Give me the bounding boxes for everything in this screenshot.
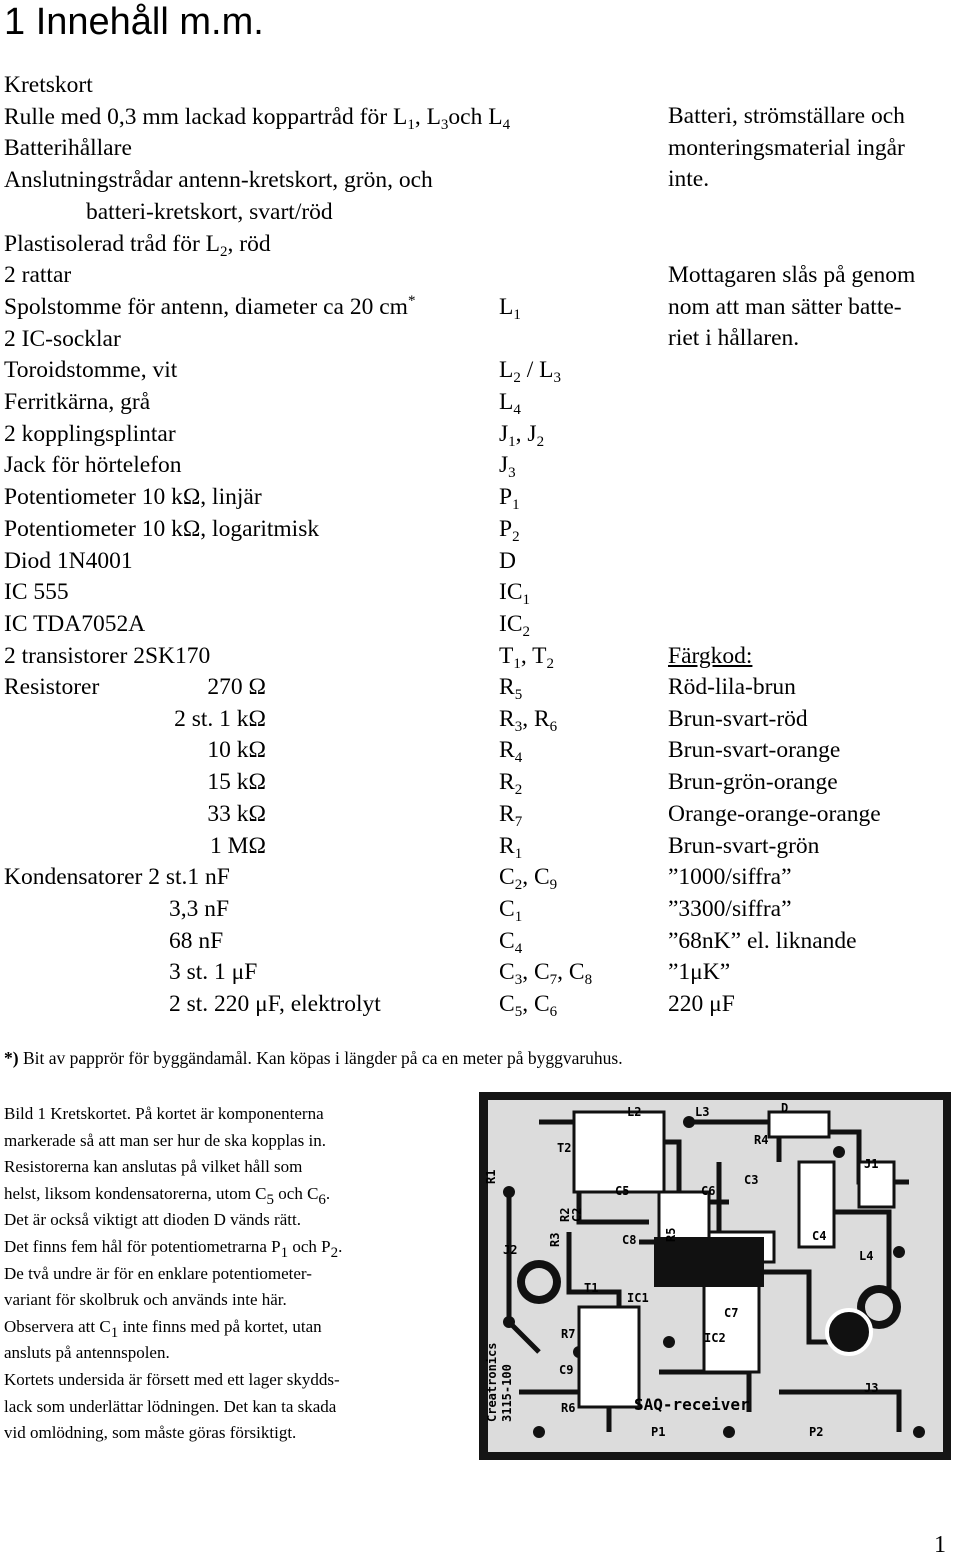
side-note-power: Mottagaren slås på genom — [668, 262, 916, 288]
caption-line: Observera att C1 inte finns med på kortet, utan — [4, 1316, 322, 1341]
part-ref: $IC_2$ — [499, 610, 530, 640]
pcb-silk-label: C6 — [701, 1184, 716, 1198]
part-ref: $J_1$, $J_2$ — [499, 420, 545, 450]
part-ref: $J_3$ — [499, 452, 516, 482]
resistor-color-code: Brun-svart-orange — [668, 737, 841, 764]
part-name: Anslutningstrådar antenn-kretskort, grön, och — [4, 167, 433, 194]
pcb-silk-label: IC1 — [627, 1291, 649, 1305]
side-note-battery: inte. — [668, 166, 710, 193]
part-ref: $L_1$ — [499, 293, 521, 323]
resistor-color-code: Brun-grön-orange — [668, 769, 838, 796]
pcb-hole-right — [865, 1293, 893, 1321]
pcb-silk-label: Creatronics — [485, 1342, 499, 1422]
pcb-silk-label: C8 — [622, 1233, 637, 1247]
side-note-power: riet i hållaren. — [668, 325, 800, 352]
resistor-value: 1 MΩ — [210, 832, 266, 859]
capacitor-ref: $C_1$ — [499, 895, 523, 925]
caption-line: Det finns fem hål för potentiometrarna P1 och P2. — [4, 1236, 343, 1261]
capacitor-marking: ”68nK” el. liknande — [668, 927, 857, 954]
capacitor-label: Kondensatorer 2 st.1 nF — [4, 864, 230, 891]
page-title: 1 Innehåll m.m. — [4, 1, 264, 43]
caption-line: variant för skolbruk och används inte här. — [4, 1290, 287, 1310]
pcb-silk-label: R2 — [558, 1207, 572, 1222]
part-name: Potentiometer 10 kΩ, logaritmisk — [4, 515, 320, 542]
pcb-silk-label: P2 — [809, 1425, 824, 1439]
pcb-silk-label: C4 — [812, 1229, 827, 1243]
part-name: 2 transistorer 2SK170 — [4, 642, 211, 669]
part-name: Batterihållare — [4, 135, 132, 162]
part-name: 2 rattar — [4, 262, 72, 289]
resistor-color-code: Brun-svart-röd — [668, 705, 808, 732]
pcb-silk-label: 3115-100 — [500, 1364, 514, 1422]
footnote: *) Bit av papprör för byggändamål. Kan köpas i längder på ca en meter på byggvaruhus. — [4, 1048, 623, 1068]
caption-line: De två undre är för en enklare potentiometer- — [4, 1263, 312, 1283]
pcb-ferrite-l4 — [827, 1310, 871, 1354]
pcb-silk-label: C3 — [744, 1173, 759, 1187]
part-ref: $L_4$ — [499, 389, 521, 418]
resistor-ref: $R_4$ — [499, 737, 523, 767]
caption-line: Resistorerna kan anslutas på vilket håll som — [4, 1157, 303, 1177]
resistor-value: 15 kΩ — [207, 769, 266, 796]
capacitor-marking: ”1000/siffra” — [668, 864, 792, 891]
pcb-silk-label: R7 — [561, 1327, 576, 1341]
capacitor-ref: $C_4$ — [499, 927, 523, 957]
pcb-silk-label: J2 — [503, 1243, 518, 1257]
side-note-battery: Batteri, strömställare och — [668, 103, 905, 129]
capacitor-marking: 220 μF — [668, 991, 735, 1017]
pcb-photo — [479, 1092, 951, 1460]
pcb-silk-label: R5 — [664, 1227, 678, 1242]
pcb-silk-label: IC2 — [704, 1331, 726, 1345]
pcb-silk-label: C7 — [724, 1306, 739, 1320]
page-number: 1 — [934, 1532, 946, 1558]
caption-line: Det är också viktigt att dioden D vänds rätt. — [4, 1210, 301, 1230]
resistor-value: 10 kΩ — [207, 737, 266, 764]
pcb-dark-block — [654, 1237, 764, 1287]
caption-line: ansluts på antennspolen. — [4, 1343, 170, 1363]
pcb-silk-label: D — [781, 1101, 789, 1115]
caption-line: lack som underlättar lödningen. Det kan ta skada — [4, 1396, 337, 1416]
color-code-header: Färgkod: — [668, 643, 753, 669]
pcb-silk-label: C9 — [559, 1363, 574, 1377]
pcb-silk-label: C2 — [570, 1207, 584, 1222]
capacitor-value: 3,3 nF — [169, 895, 230, 922]
capacitor-ref: $C_3$, $C_7$, $C_8$ — [499, 959, 593, 989]
pcb-silk-label: R4 — [754, 1133, 769, 1147]
caption-line: markerade så att man ser hur de ska kopplas in. — [4, 1130, 326, 1150]
pcb-silk-label: J3 — [864, 1381, 879, 1395]
part-ref: $P_2$ — [499, 515, 520, 545]
part-name: Ferritkärna, grå — [4, 389, 151, 415]
part-name: IC TDA7052A — [4, 610, 146, 637]
resistor-value: 33 kΩ — [207, 800, 266, 827]
pcb-silk-label: R6 — [561, 1401, 576, 1415]
pcb-silk-label: C5 — [615, 1184, 630, 1198]
part-name: Toroidstomme, vit — [4, 357, 178, 384]
side-note-battery: monteringsmaterial ingår — [668, 134, 905, 161]
pcb-silk-label: L3 — [695, 1105, 710, 1119]
pcb-silk-label: L4 — [859, 1249, 874, 1263]
part-name: Kretskort — [4, 72, 93, 98]
pcb-silk-label: L2 — [627, 1105, 642, 1119]
pcb-silk-label: R1 — [484, 1169, 498, 1184]
capacitor-value: 2 st. 220 μF, elektrolyt — [169, 991, 381, 1017]
resistor-value: 270 Ω — [207, 674, 266, 700]
part-name: Jack för hörtelefon — [4, 452, 182, 479]
pcb-silk-label: J1 — [864, 1157, 879, 1171]
pcb-silk-label: R3 — [548, 1232, 562, 1247]
capacitor-value: 3 st. 1 μF — [169, 959, 258, 986]
capacitor-value: 68 nF — [169, 927, 224, 954]
resistor-color-code: Brun-svart-grön — [668, 832, 820, 859]
resistor-ref: $R_2$ — [499, 769, 523, 799]
part-ref: D — [499, 547, 516, 574]
caption-line: Bild 1 Kretskortet. På kortet är komponenterna — [4, 1104, 324, 1123]
pcb-hole-left — [525, 1268, 553, 1296]
resistor-ref: $R_5$ — [499, 674, 523, 703]
resistor-ref: $R_3$, $R_6$ — [499, 705, 558, 735]
capacitor-ref: $C_2$, $C_9$ — [499, 864, 558, 894]
part-ref: $L_2 / L_3$ — [499, 357, 561, 387]
capacitor-marking: ”3300/siffra” — [668, 895, 792, 922]
part-name: 2 IC-socklar — [4, 325, 121, 352]
part-ref: $IC_1$ — [499, 579, 530, 609]
figure-caption — [4, 1101, 474, 1447]
part-name: Potentiometer 10 kΩ, linjär — [4, 484, 262, 511]
part-name: Diod 1N4001 — [4, 547, 133, 574]
part-ref: $T_1$, $T_2$ — [499, 642, 555, 672]
caption-line: helst, liksom kondensatorerna, utom C5 och C6. — [4, 1183, 331, 1208]
part-ref: $P_1$ — [499, 484, 520, 514]
part-name: Spolstomme för antenn, diameter ca 20 cm* — [4, 292, 416, 320]
resistor-value: 2 st. 1 kΩ — [174, 705, 266, 732]
pcb-silk-label: T1 — [584, 1281, 599, 1295]
part-name: Rulle med 0,3 mm lackad koppartråd för $L_1$, $L_3och$ $L_4$ — [4, 103, 511, 133]
part-name: batteri-kretskort, svart/röd — [86, 198, 333, 225]
capacitor-ref: $C_5$, $C_6$ — [499, 991, 558, 1020]
resistor-ref: $R_7$ — [499, 800, 523, 830]
resistor-label: Resistorer — [4, 674, 100, 700]
side-note-power: nom att man sätter batte- — [668, 293, 902, 320]
part-name: 2 kopplingsplintar — [4, 420, 176, 447]
resistor-color-code: Orange-orange-orange — [668, 800, 881, 827]
part-name: Plastisolerad tråd för $L_2$, röd — [4, 230, 271, 260]
pcb-silk-label: T2 — [557, 1141, 572, 1155]
pcb-silk-label: SAQ-receiver — [634, 1395, 750, 1414]
resistor-color-code: Röd-lila-brun — [668, 674, 796, 700]
pcb-silk-label: P1 — [651, 1425, 666, 1439]
resistor-ref: $R_1$ — [499, 832, 523, 862]
capacitor-marking: ”1μK” — [668, 959, 731, 986]
caption-line: Kortets undersida är försett med ett lager skydds- — [4, 1369, 340, 1389]
part-name: IC 555 — [4, 579, 69, 606]
caption-line: vid omlödning, som måste göras försiktigt. — [4, 1423, 297, 1443]
